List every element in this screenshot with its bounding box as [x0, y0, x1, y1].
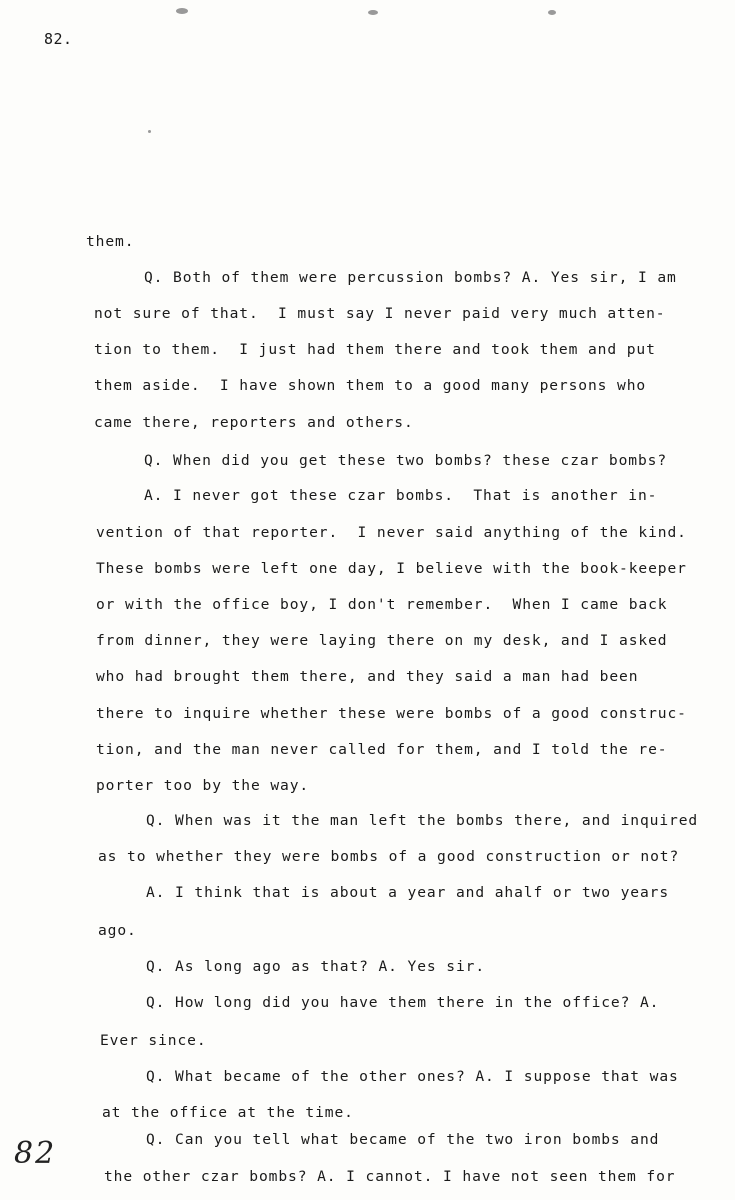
text-line: them. — [86, 233, 135, 250]
text-line: Q. As long ago as that? A. Yes sir. — [146, 958, 486, 975]
text-line: tion to them. I just had them there and took them and put — [94, 341, 656, 358]
text-line: porter too by the way. — [96, 777, 310, 794]
page-number: 82. — [44, 30, 73, 48]
text-line: Q. When was it the man left the bombs there, and inquired — [146, 812, 699, 829]
text-line: or with the office boy, I don't remember. When I came back — [96, 596, 668, 613]
text-line: at the office at the time. — [102, 1104, 354, 1121]
text-line: the other czar bombs? A. I cannot. I have not seen them for — [104, 1168, 676, 1185]
text-line: A. I never got these czar bombs. That is another in- — [144, 487, 658, 504]
handwritten-page-number: 82 — [14, 1136, 57, 1171]
text-line: ago. — [98, 922, 137, 939]
text-line: Q. When did you get these two bombs? these czar bombs? — [144, 452, 668, 469]
text-line: These bombs were left one day, I believe with the book-keeper — [96, 560, 687, 577]
text-line: who had brought them there, and they said a man had been — [96, 668, 639, 685]
text-line: Q. What became of the other ones? A. I suppose that was — [146, 1068, 679, 1085]
text-line: A. I think that is about a year and ahalf or two years — [146, 884, 670, 901]
text-line: there to inquire whether these were bombs of a good construc- — [96, 705, 687, 722]
text-line: Q. Both of them were percussion bombs? A. Yes sir, I am — [144, 269, 677, 286]
text-line: Q. How long did you have them there in the office? A. — [146, 994, 660, 1011]
text-line: from dinner, they were laying there on my desk, and I asked — [96, 632, 668, 649]
text-line: them aside. I have shown them to a good many persons who — [94, 377, 647, 394]
text-line: not sure of that. I must say I never paid very much atten- — [94, 305, 666, 322]
text-line: came there, reporters and others. — [94, 414, 414, 431]
text-line: vention of that reporter. I never said anything of the kind. — [96, 524, 687, 541]
text-line: tion, and the man never called for them, and I told the re- — [96, 741, 668, 758]
text-line: as to whether they were bombs of a good construction or not? — [98, 848, 680, 865]
text-line: Q. Can you tell what became of the two iron bombs and — [146, 1131, 660, 1148]
text-line: Ever since. — [100, 1032, 207, 1049]
